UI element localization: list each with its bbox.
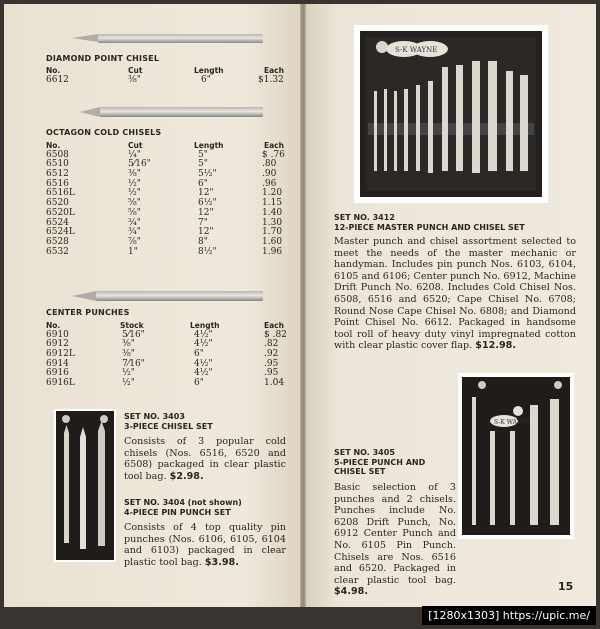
table-cell: 6516 [46, 178, 69, 189]
header-length: Length [194, 66, 224, 75]
header-no: No. [46, 66, 61, 75]
table-cell: 1.30 [262, 217, 283, 228]
table-row [46, 238, 290, 248]
table-cell: 6916L [46, 378, 75, 389]
table-cell: 6" [194, 378, 204, 389]
table-cell: ⅝" [128, 207, 141, 218]
table-cell: 6532 [46, 246, 69, 257]
table-cell: 5" [198, 159, 208, 170]
table-cell: ¾" [128, 227, 141, 238]
center-punch-illustration [96, 291, 263, 301]
set-3403-price: $2.98. [169, 470, 204, 482]
table-cell: 7⁄16" [122, 358, 145, 369]
table-cell: 6912 [46, 339, 69, 350]
set-3405-title: SET NO. 3405 5-PIECE PUNCH AND CHISEL SET [334, 448, 426, 476]
table-cell: ½" [128, 178, 141, 189]
set-3404-title: SET NO. 3404 (not shown) 4-PIECE PIN PUNCH SET [124, 498, 242, 517]
center-punches-title: CENTER PUNCHES [46, 308, 130, 317]
table-cell: 8" [198, 236, 208, 247]
table-cell: 1.96 [262, 246, 283, 257]
header-each: Each [264, 66, 284, 75]
table-cell: 1.20 [262, 188, 283, 199]
table-row [46, 151, 290, 161]
table-row [46, 199, 290, 209]
table-cell: ⅞" [128, 236, 141, 247]
table-cell: ¾" [128, 217, 141, 228]
table-cell: 6" [194, 349, 204, 360]
table-cell: $ .76 [262, 149, 285, 160]
table-cell: 6520 [46, 198, 69, 209]
table-row [46, 331, 290, 341]
diamond-chisel-illustration [98, 34, 263, 43]
set-3412-title: SET NO. 3412 12-PIECE MASTER PUNCH AND CHISEL SET [334, 213, 525, 232]
table-cell: 7" [198, 217, 208, 228]
table-cell: 5½" [198, 169, 217, 180]
table-cell: 6" [198, 178, 208, 189]
table-cell: 4½" [194, 358, 213, 369]
table-header: No. Cut Length Each [46, 141, 284, 150]
diamond-chisel-table [46, 66, 290, 85]
table-cell: ½" [128, 188, 141, 199]
table-cell: 6½" [198, 198, 217, 209]
table-cell: 12" [198, 207, 214, 218]
table-cell: 6516L [46, 188, 75, 199]
table-cell: ⅜" [128, 169, 141, 180]
set-3404-description: Consists of 4 top quality pin punches (Nos. 6106, 6105, 6104 and 6103) packaged in clear plastic tool bag. $3.98. [124, 522, 286, 568]
table-cell: 6528 [46, 236, 69, 247]
table-row [46, 369, 290, 379]
table-cell: 6512 [46, 169, 69, 180]
set-3412-price: $12.98. [475, 340, 516, 352]
table-row [46, 228, 290, 238]
table-cell: .82 [264, 339, 279, 350]
table-row [46, 209, 290, 219]
table-cell: 1.40 [262, 207, 283, 218]
table-row [46, 189, 290, 199]
table-row [46, 360, 290, 370]
table-row [46, 379, 290, 389]
table-row [46, 180, 290, 190]
set-3412-description: Master punch and chisel assortment selected to meet the needs of the master mechanic or handyman. Includes pin punch Nos. 6103, 6104, 6105 and 6106; Center punch No. 6912, Machine Drift Punch No. 6208. Includes Cold Chisel Nos. 6508, 6516 and 6520; Cape Chisel No. 6708; Round Nose Cape Chisel No. 6808; and Diamond Point Chisel No. 6612. Packaged in handsome tool roll of heavy duty vinyl impregnated cotton with clear plastic cover flap. $12.98. [334, 236, 576, 352]
table-cell: 6912L [46, 349, 75, 360]
set-3403-photo [54, 409, 116, 562]
brand-logo-text: S-K WAYNE [494, 419, 531, 426]
table-row [46, 219, 290, 229]
table-row [46, 160, 290, 170]
table-row [46, 248, 290, 258]
table-cell: .90 [262, 169, 277, 180]
table-cell: 6524L [46, 227, 75, 238]
tool-roll-image [360, 31, 542, 197]
table-cell: 6520L [46, 207, 75, 218]
table-cell: 4½" [194, 339, 213, 350]
table-cell: 4½" [194, 368, 213, 379]
table-cell: 5⁄16" [122, 329, 145, 340]
table-cell: 1.04 [264, 378, 285, 389]
table-cell: .96 [262, 178, 277, 189]
table-cell: 1" [128, 246, 138, 257]
table-cell: ¼" [128, 149, 141, 160]
set-3412-photo [354, 25, 548, 203]
table-cell: 6508 [46, 149, 69, 160]
chisel-set-image [56, 411, 114, 560]
table-cell: ⅜" [122, 349, 135, 360]
table-cell: 12" [198, 188, 214, 199]
table-cell: .80 [262, 159, 277, 170]
table-cell: 6524 [46, 217, 69, 228]
table-cell: ½" [122, 368, 135, 379]
set-3405-price: $4.98. [334, 586, 368, 598]
set-3403-title: SET NO. 3403 3-PIECE CHISEL SET [124, 412, 213, 431]
table-row [46, 350, 290, 360]
table-cell: 5" [198, 149, 208, 160]
punch-chisel-set-image [462, 377, 570, 535]
table-cell: 1.60 [262, 236, 283, 247]
table-cell: $ .82 [264, 329, 287, 340]
table-cell: ½" [122, 378, 135, 389]
image-source-link[interactable]: [1280x1303] https://upic.me/ [422, 606, 596, 625]
table-cell: ⅜" [122, 339, 135, 350]
brand-logo-text: S-K WAYNE [395, 46, 438, 54]
table-cell: .95 [264, 358, 279, 369]
set-3404-price: $3.98. [204, 556, 239, 568]
set-3405-description: Basic selection of 3 punches and 2 chisels. Punches include No. 6208 Drift Punch, No. 6912 Center Punch and No. 6105 Pin Punch. Chisels are Nos. 6516 and 6520. Packaged in clear plastic tool bag. $4.98. [334, 482, 456, 598]
table-cell: 6916 [46, 368, 69, 379]
center-punches-table [46, 321, 290, 389]
table-row: 6612 ⅜" 6" $1.32 [46, 74, 284, 85]
table-cell: 1.70 [262, 227, 283, 238]
table-cell: 6910 [46, 329, 69, 340]
set-3405-photo [458, 373, 574, 539]
set-3403-description: Consists of 3 popular cold chisels (Nos. 6516, 6520 and 6508) packaged in clear plastic tool bag. $2.98. [124, 436, 286, 482]
octagon-chisels-title: OCTAGON COLD CHISELS [46, 128, 162, 137]
table-header [46, 66, 290, 76]
table-cell: 1.15 [262, 198, 283, 209]
table-cell: 12" [198, 227, 214, 238]
table-cell: 6510 [46, 159, 69, 170]
table-cell: 6914 [46, 358, 69, 369]
octagon-chisels-table [46, 141, 290, 257]
header-cut: Cut [128, 66, 143, 75]
diamond-chisel-title: DIAMOND POINT CHISEL [46, 54, 160, 63]
book-gutter [300, 4, 306, 607]
page-number: 15 [558, 580, 574, 593]
table-cell: ⅝" [128, 198, 141, 209]
table-cell: 5⁄16" [128, 159, 151, 170]
table-row [46, 170, 290, 180]
table-cell: 8½" [198, 246, 217, 257]
table-cell: .92 [264, 349, 279, 360]
table-cell: .95 [264, 368, 279, 379]
table-header: No. Stock Length Each [46, 321, 284, 330]
table-row [46, 340, 290, 350]
table-cell: 4½" [194, 329, 213, 340]
cold-chisel-illustration [100, 107, 263, 117]
